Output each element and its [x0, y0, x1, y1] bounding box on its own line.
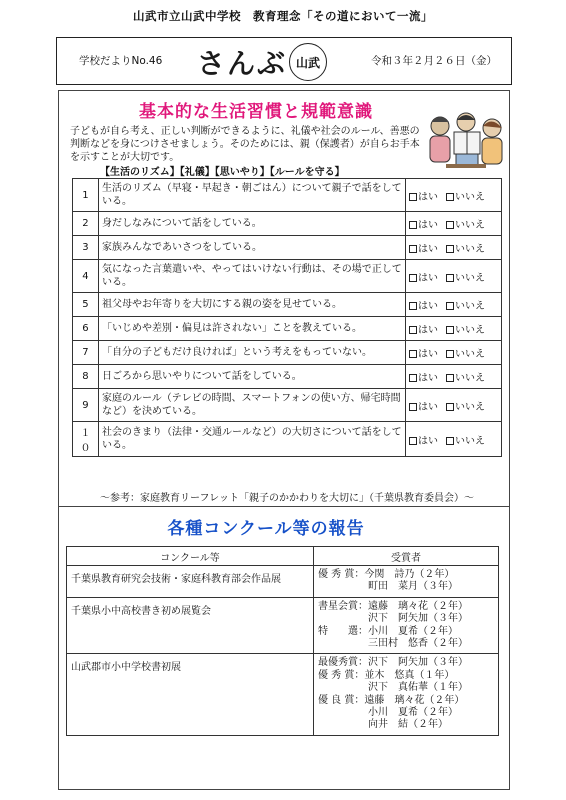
yes-checkbox[interactable] [409, 403, 417, 411]
answer-options [406, 422, 502, 457]
item-text: 祖父母やお年寄りを大切にする親の姿を見せている。 [98, 293, 405, 317]
no-checkbox[interactable] [446, 374, 454, 382]
section1-keywords: 【生活のリズム】【礼儀】【思いやり】【ルールを守る】 [100, 167, 345, 178]
yes-label: はい [418, 435, 439, 447]
yes-checkbox[interactable] [409, 437, 417, 445]
award-row [67, 597, 499, 654]
yes-label: はい [418, 401, 439, 413]
awards-header-row [67, 547, 499, 566]
item-text: 生活のリズム（早寝・早起き・朝ごはん）について親子で話をしている。 [98, 179, 405, 212]
yes-label: はい [418, 301, 439, 312]
item-text: 身だしなみについて話をしている。 [98, 212, 405, 236]
contest-name: 千葉県小中高校書き初め展覧会 [67, 597, 314, 654]
no-checkbox[interactable] [446, 437, 454, 445]
no-label: いいえ [455, 220, 486, 231]
yes-label: はい [418, 191, 439, 203]
answer-options [406, 260, 502, 293]
contest-column-header: コンクール等 [67, 547, 314, 566]
item-text: 日ごろから思いやりについて話をしている。 [98, 365, 405, 389]
section2-title: 各種コンクール等の報告 [167, 519, 365, 539]
no-checkbox[interactable] [446, 326, 454, 334]
checklist-row [73, 293, 502, 317]
item-number: 8 [73, 365, 99, 389]
reference-note: ～参考：家庭教育リーフレット「親子のかかわりを大切に」（千葉県教育委員会）～ [100, 493, 474, 504]
answer-options [406, 341, 502, 365]
item-text: 家庭のルール（テレビの時間、スマートフォンの使い方、帰宅時間など）を決めている。 [98, 389, 405, 422]
item-number: 2 [73, 212, 99, 236]
no-label: いいえ [455, 325, 486, 336]
no-label: いいえ [455, 244, 486, 255]
issue-date: 令和３年２月２６日（金） [371, 55, 497, 67]
section-divider [58, 506, 510, 507]
yes-checkbox[interactable] [409, 374, 417, 382]
newsletter-name: さんぶ [197, 47, 288, 80]
contest-name: 千葉県教育研究会技術・家庭科教育部会作品展 [67, 566, 314, 598]
no-checkbox[interactable] [446, 274, 454, 282]
checklist-table [72, 178, 502, 457]
winner-list: 優 秀 賞：今関 詩乃（２年） 町田 菜月（３年） [314, 566, 499, 598]
no-label: いいえ [455, 435, 486, 447]
answer-options [406, 179, 502, 212]
yes-checkbox[interactable] [409, 326, 417, 334]
yes-checkbox[interactable] [409, 274, 417, 282]
section1-intro: 子どもが自ら考え、正しい判断ができるように、礼儀や社会のルール、善悪の判断などを身につけさせましょう。そのためには、親（保護者）が自らお手本を示すことが大切です。 [70, 126, 420, 163]
winner-list: 最優秀賞：沢下 阿矢加（３年） 優 秀 賞：並木 悠真（１年） 沢下 真佑華（１年） 優 良 賞：遠藤 璃々花（２年） 小川 夏希（２年） 向井 結（２年） [314, 654, 499, 735]
yes-label: はい [418, 244, 439, 255]
logo-text: 山武 [295, 55, 320, 70]
answer-options [406, 236, 502, 260]
no-checkbox[interactable] [446, 350, 454, 358]
award-row [67, 654, 499, 735]
item-number: 1 [73, 179, 99, 212]
no-checkbox[interactable] [446, 221, 454, 229]
checklist-row [73, 389, 502, 422]
no-label: いいえ [455, 191, 486, 203]
item-number: 3 [73, 236, 99, 260]
item-number: 7 [73, 341, 99, 365]
yes-checkbox[interactable] [409, 221, 417, 229]
no-checkbox[interactable] [446, 403, 454, 411]
contest-name: 山武郡市小中学校書初展 [67, 654, 314, 735]
yes-label: はい [418, 325, 439, 336]
checklist-row [73, 365, 502, 389]
answer-options [406, 365, 502, 389]
no-label: いいえ [455, 272, 486, 284]
item-number: １０ [73, 422, 99, 457]
yes-label: はい [418, 373, 439, 384]
awards-table [66, 546, 499, 736]
checklist-row [73, 179, 502, 212]
no-label: いいえ [455, 373, 486, 384]
yes-checkbox[interactable] [409, 302, 417, 310]
yes-checkbox[interactable] [409, 245, 417, 253]
answer-options [406, 212, 502, 236]
item-number: 9 [73, 389, 99, 422]
no-label: いいえ [455, 349, 486, 360]
checklist-row [73, 212, 502, 236]
award-row [67, 566, 499, 598]
winner-column-header: 受賞者 [314, 547, 499, 566]
school-logo-icon [289, 43, 327, 81]
no-checkbox[interactable] [446, 245, 454, 253]
checklist-row [73, 236, 502, 260]
answer-options [406, 389, 502, 422]
answer-options [406, 293, 502, 317]
section1-title: 基本的な生活習慣と規範意識 [139, 102, 373, 122]
header-title: 山武市立山武中学校 教育理念「その道において一流」 [133, 9, 433, 23]
item-text: 気になった言葉遣いや、やってはいけない行動は、その場で正している。 [98, 260, 405, 293]
checklist-row [73, 341, 502, 365]
no-checkbox[interactable] [446, 193, 454, 201]
yes-checkbox[interactable] [409, 193, 417, 201]
family-reading-illustration-icon [424, 108, 506, 174]
yes-checkbox[interactable] [409, 350, 417, 358]
item-text: 「いじめや差別・偏見は許されない」ことを教えている。 [98, 317, 405, 341]
yes-label: はい [418, 272, 439, 284]
item-text: 家族みんなであいさつをしている。 [98, 236, 405, 260]
no-label: いいえ [455, 301, 486, 312]
item-text: 社会のきまり（法律・交通ルールなど）の大切さについて話をしている。 [98, 422, 405, 457]
winner-list: 書星会賞：遠藤 璃々花（２年） 沢下 阿矢加（３年） 特 選：小川 夏希（２年） 三田村 悠香（２年） [314, 597, 499, 654]
newsletter-banner [56, 37, 512, 85]
checklist-row [73, 422, 502, 457]
checklist-row [73, 260, 502, 293]
item-number: 4 [73, 260, 99, 293]
yes-label: はい [418, 220, 439, 231]
item-number: 5 [73, 293, 99, 317]
no-label: いいえ [455, 401, 486, 413]
checklist-row [73, 317, 502, 341]
newsletter-label: 学校だよりNo.46 [79, 55, 163, 67]
no-checkbox[interactable] [446, 302, 454, 310]
item-text: 「自分の子どもだけ良ければ」という考えをもっていない。 [98, 341, 405, 365]
item-number: 6 [73, 317, 99, 341]
yes-label: はい [418, 349, 439, 360]
answer-options [406, 317, 502, 341]
